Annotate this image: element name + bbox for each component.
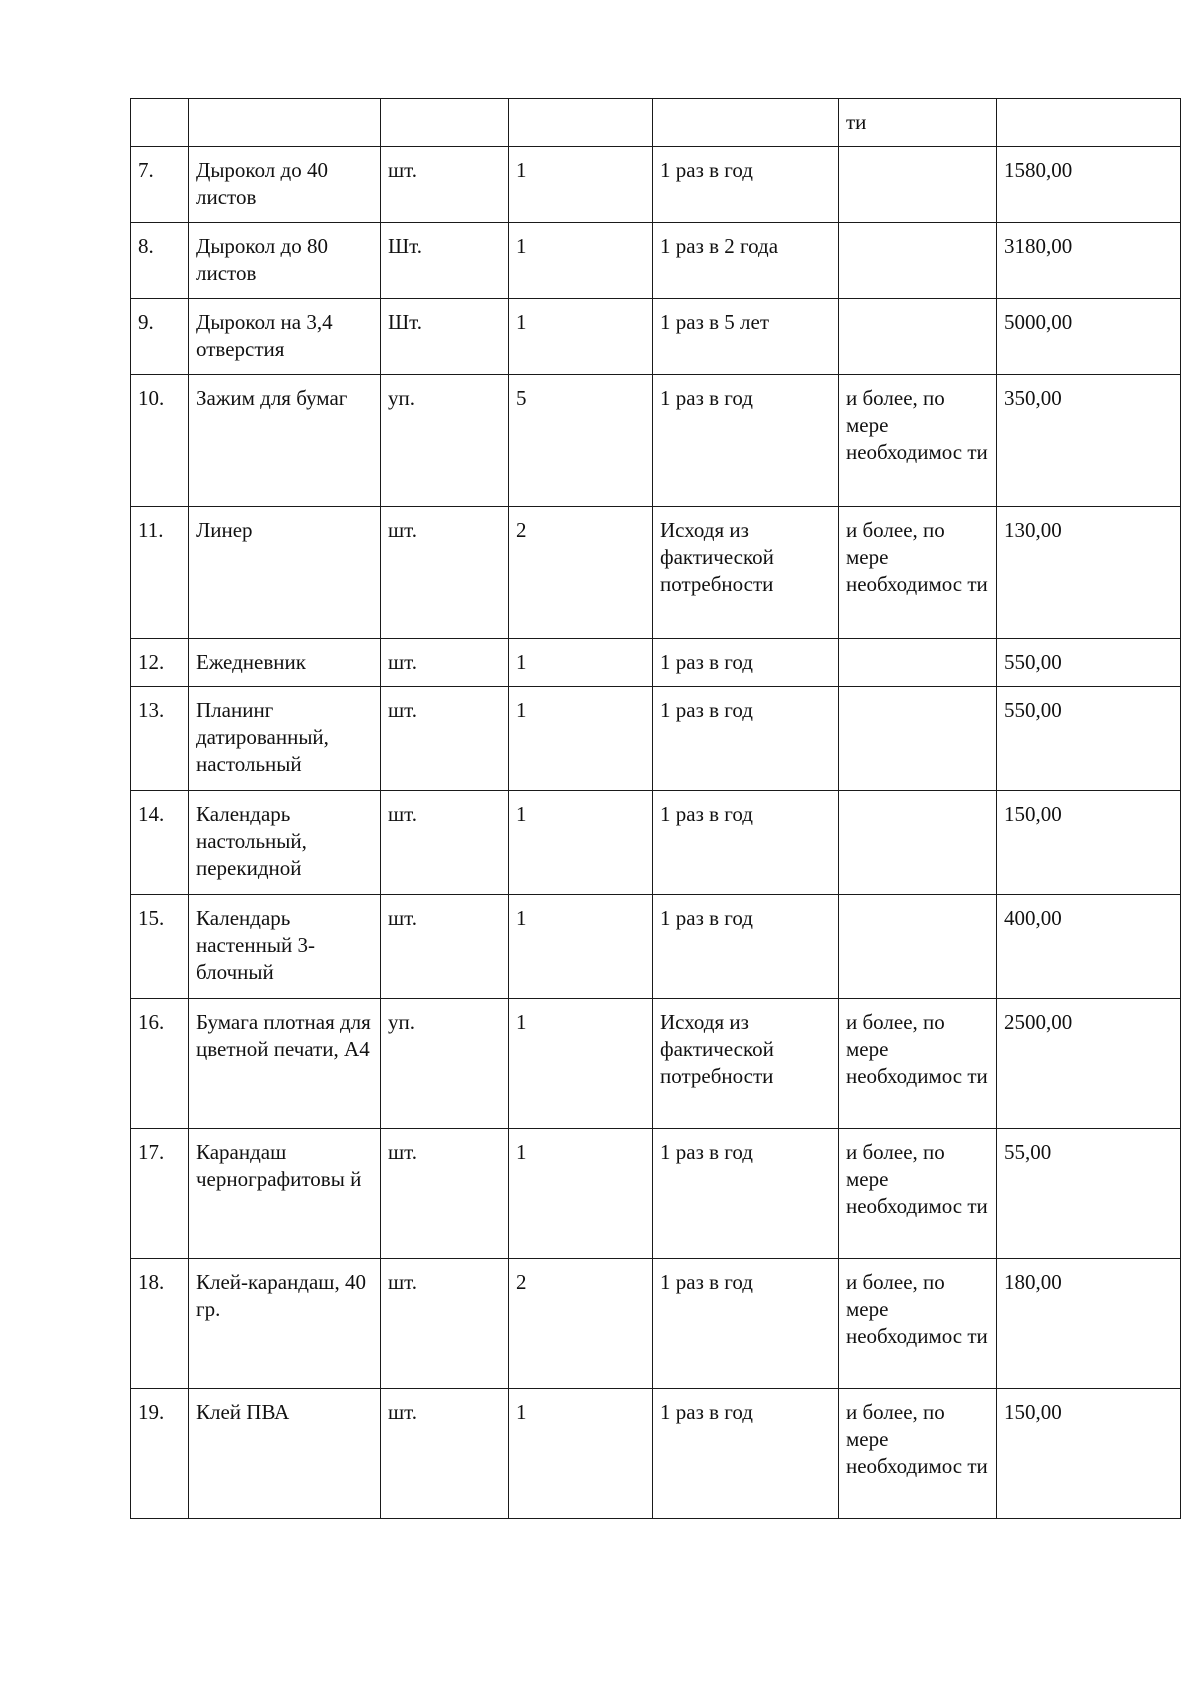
cell-name: Дырокол на 3,4 отверстия xyxy=(189,299,381,375)
cell-freq: 1 раз в 2 года xyxy=(653,223,839,299)
cell-freq: Исходя из фактической потребности xyxy=(653,999,839,1129)
cell-name: Бумага плотная для цветной печати, А4 xyxy=(189,999,381,1129)
table-row xyxy=(131,639,1181,687)
cell-qty: 1 xyxy=(509,791,653,895)
cell-qty: 1 xyxy=(509,223,653,299)
cell-freq: 1 раз в год xyxy=(653,895,839,999)
cell-qty: 2 xyxy=(509,1259,653,1389)
cell-num: 15. xyxy=(131,895,189,999)
cell-freq: 1 раз в год xyxy=(653,147,839,223)
cell-unit: шт. xyxy=(381,687,509,791)
cell-name: Календарь настольный, перекидной xyxy=(189,791,381,895)
cell-price: 1580,00 xyxy=(997,147,1181,223)
cell-note xyxy=(839,895,997,999)
cell-note: и более, по мере необходимос ти xyxy=(839,507,997,639)
table-row xyxy=(131,791,1181,895)
cell-freq: 1 раз в год xyxy=(653,1259,839,1389)
cell-price: 2500,00 xyxy=(997,999,1181,1129)
cell-price: 400,00 xyxy=(997,895,1181,999)
cell-note xyxy=(839,687,997,791)
cell-note: ти xyxy=(839,99,997,147)
cell-qty xyxy=(509,99,653,147)
cell-qty: 1 xyxy=(509,639,653,687)
cell-num: 10. xyxy=(131,375,189,507)
cell-freq xyxy=(653,99,839,147)
table-row xyxy=(131,223,1181,299)
cell-price: 350,00 xyxy=(997,375,1181,507)
table-row xyxy=(131,895,1181,999)
cell-name: Дырокол до 40 листов xyxy=(189,147,381,223)
cell-unit: шт. xyxy=(381,639,509,687)
cell-num: 12. xyxy=(131,639,189,687)
cell-qty: 1 xyxy=(509,687,653,791)
cell-unit: уп. xyxy=(381,999,509,1129)
cell-name: Карандаш чернографитовы й xyxy=(189,1129,381,1259)
cell-name: Зажим для бумаг xyxy=(189,375,381,507)
table-row xyxy=(131,507,1181,639)
cell-freq: Исходя из фактической потребности xyxy=(653,507,839,639)
cell-note: и более, по мере необходимос ти xyxy=(839,1389,997,1519)
cell-name: Дырокол до 80 листов xyxy=(189,223,381,299)
cell-qty: 1 xyxy=(509,1389,653,1519)
cell-qty: 2 xyxy=(509,507,653,639)
table-body xyxy=(131,99,1181,1519)
cell-num: 18. xyxy=(131,1259,189,1389)
cell-freq: 1 раз в год xyxy=(653,791,839,895)
cell-num: 17. xyxy=(131,1129,189,1259)
cell-name: Линер xyxy=(189,507,381,639)
cell-freq: 1 раз в год xyxy=(653,1389,839,1519)
cell-num: 13. xyxy=(131,687,189,791)
cell-note: и более, по мере необходимос ти xyxy=(839,1129,997,1259)
cell-name: Клей-карандаш, 40 гр. xyxy=(189,1259,381,1389)
cell-price: 550,00 xyxy=(997,639,1181,687)
table-row xyxy=(131,1259,1181,1389)
cell-unit: шт. xyxy=(381,507,509,639)
cell-note: и более, по мере необходимос ти xyxy=(839,999,997,1129)
cell-note xyxy=(839,639,997,687)
cell-qty: 1 xyxy=(509,999,653,1129)
cell-unit: шт. xyxy=(381,147,509,223)
table-row xyxy=(131,1129,1181,1259)
cell-name: Клей ПВА xyxy=(189,1389,381,1519)
cell-unit: шт. xyxy=(381,895,509,999)
supply-norms-table xyxy=(130,98,1181,1519)
cell-note xyxy=(839,147,997,223)
cell-num: 16. xyxy=(131,999,189,1129)
cell-num: 7. xyxy=(131,147,189,223)
cell-unit xyxy=(381,99,509,147)
cell-price: 3180,00 xyxy=(997,223,1181,299)
table-row xyxy=(131,999,1181,1129)
cell-num: 9. xyxy=(131,299,189,375)
cell-num: 8. xyxy=(131,223,189,299)
cell-price: 130,00 xyxy=(997,507,1181,639)
cell-freq: 1 раз в год xyxy=(653,375,839,507)
cell-name: Планинг датированный, настольный xyxy=(189,687,381,791)
cell-freq: 1 раз в год xyxy=(653,687,839,791)
cell-qty: 1 xyxy=(509,299,653,375)
table-row xyxy=(131,147,1181,223)
cell-freq: 1 раз в год xyxy=(653,639,839,687)
continuation-row xyxy=(131,99,1181,147)
cell-unit: уп. xyxy=(381,375,509,507)
cell-qty: 1 xyxy=(509,895,653,999)
cell-price: 180,00 xyxy=(997,1259,1181,1389)
table-row xyxy=(131,299,1181,375)
cell-note: и более, по мере необходимос ти xyxy=(839,1259,997,1389)
cell-num xyxy=(131,99,189,147)
cell-unit: шт. xyxy=(381,1389,509,1519)
cell-note xyxy=(839,223,997,299)
cell-price: 150,00 xyxy=(997,1389,1181,1519)
cell-price xyxy=(997,99,1181,147)
cell-note xyxy=(839,299,997,375)
cell-num: 14. xyxy=(131,791,189,895)
cell-name xyxy=(189,99,381,147)
cell-freq: 1 раз в 5 лет xyxy=(653,299,839,375)
table-row xyxy=(131,375,1181,507)
cell-freq: 1 раз в год xyxy=(653,1129,839,1259)
cell-unit: шт. xyxy=(381,791,509,895)
cell-unit: Шт. xyxy=(381,299,509,375)
cell-note xyxy=(839,791,997,895)
cell-price: 5000,00 xyxy=(997,299,1181,375)
cell-num: 11. xyxy=(131,507,189,639)
cell-price: 150,00 xyxy=(997,791,1181,895)
cell-qty: 1 xyxy=(509,1129,653,1259)
cell-name: Календарь настенный 3-блочный xyxy=(189,895,381,999)
cell-qty: 5 xyxy=(509,375,653,507)
table-row xyxy=(131,1389,1181,1519)
cell-unit: шт. xyxy=(381,1259,509,1389)
cell-qty: 1 xyxy=(509,147,653,223)
cell-price: 55,00 xyxy=(997,1129,1181,1259)
cell-name: Ежедневник xyxy=(189,639,381,687)
table-row xyxy=(131,687,1181,791)
cell-note: и более, по мере необходимос ти xyxy=(839,375,997,507)
cell-unit: шт. xyxy=(381,1129,509,1259)
cell-unit: Шт. xyxy=(381,223,509,299)
cell-price: 550,00 xyxy=(997,687,1181,791)
cell-num: 19. xyxy=(131,1389,189,1519)
